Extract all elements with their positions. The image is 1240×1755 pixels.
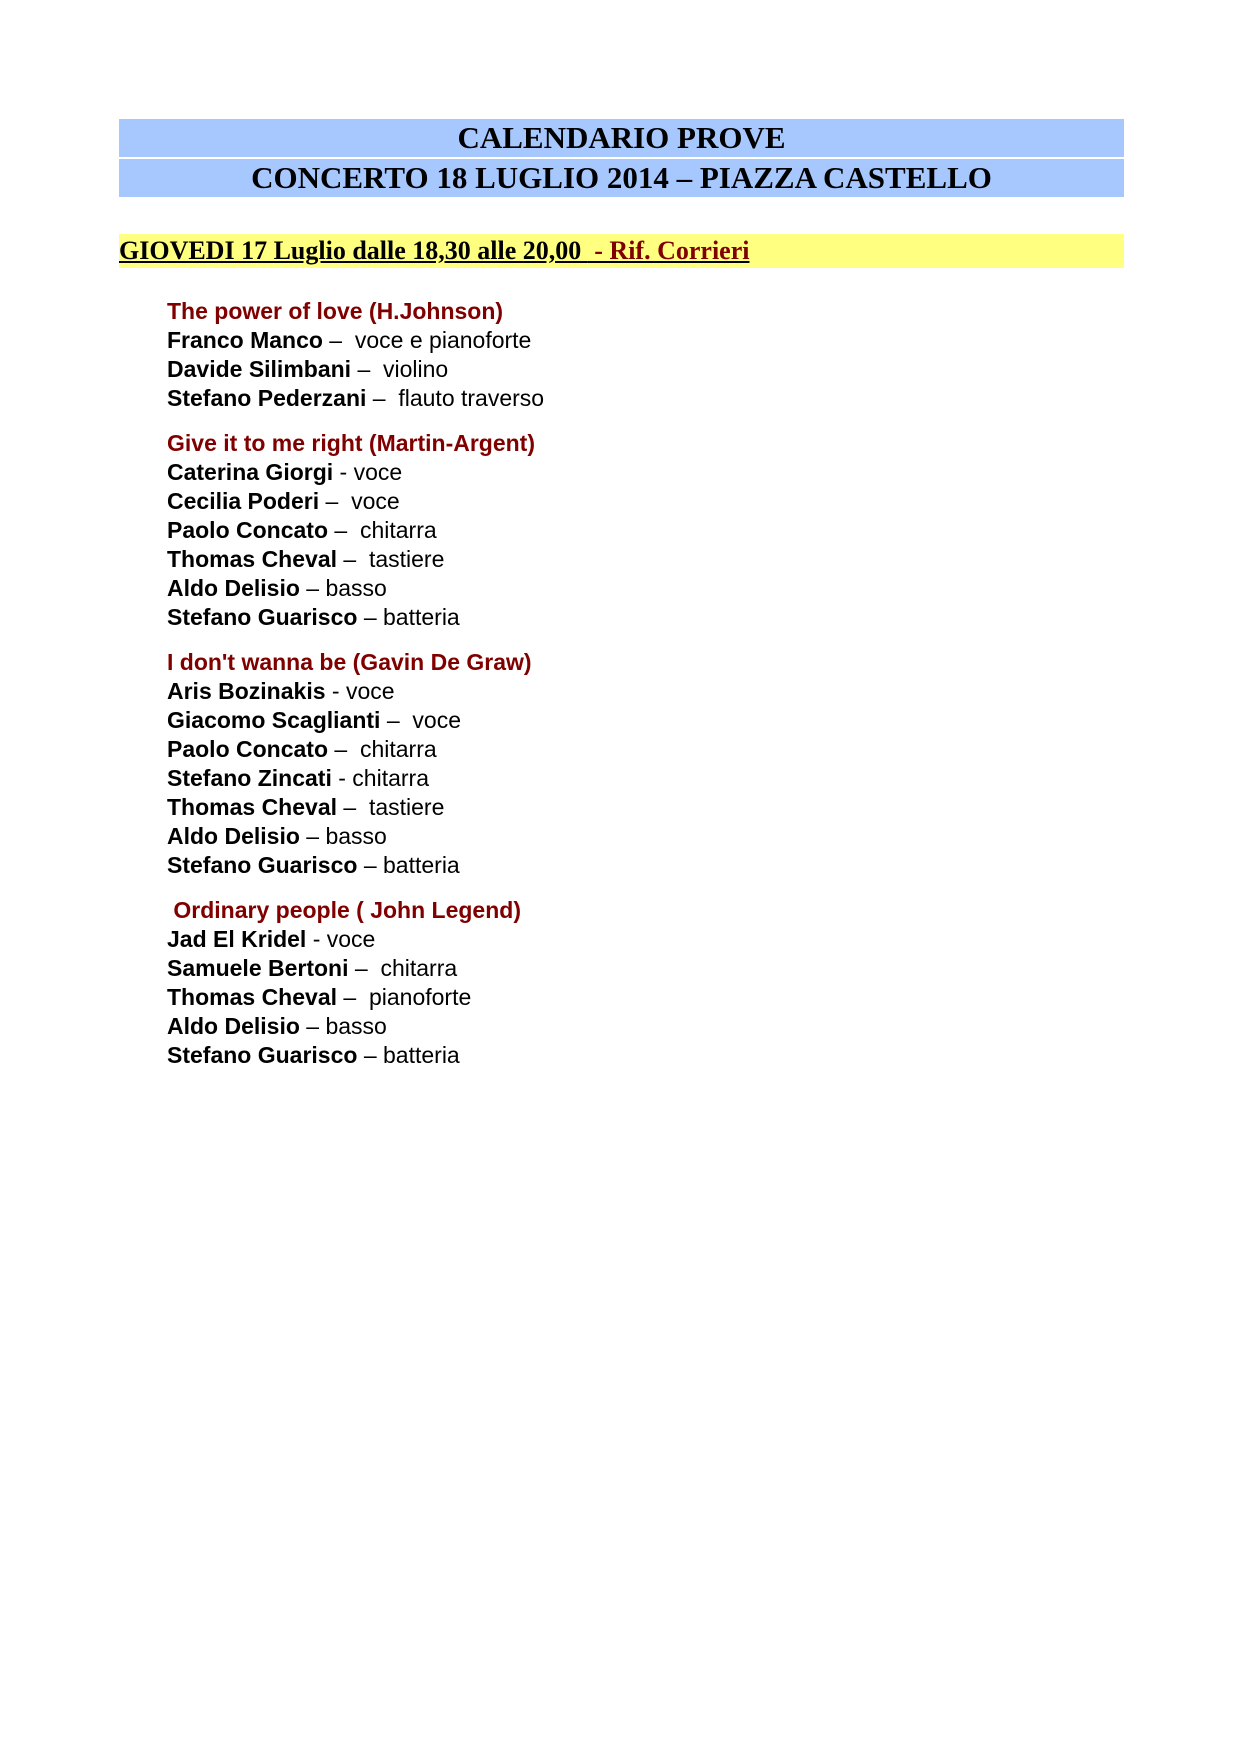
performer-row (167, 983, 1067, 1012)
performer-row (167, 516, 1067, 545)
rehearsal-reference: - Rif. Corrieri (587, 236, 750, 265)
performer-role: - chitarra (331, 765, 429, 791)
performer-role: - voce (325, 678, 395, 704)
performer-role: – violino (351, 356, 449, 382)
performer-name: Davide Silimbani (167, 356, 352, 382)
song-list (167, 297, 1067, 1086)
performer-row (167, 851, 1067, 880)
performer-name: Thomas Cheval (167, 546, 337, 572)
performer-row (167, 706, 1067, 735)
song-block (167, 896, 1067, 1070)
performer-name: Paolo Concato (167, 517, 329, 543)
performer-name: Aldo Delisio (167, 575, 300, 601)
performer-row (167, 822, 1067, 851)
performer-role: – basso (299, 823, 387, 849)
performer-name: Aldo Delisio (167, 1013, 300, 1039)
performer-row (167, 1012, 1067, 1041)
performer-name: Stefano Zincati (167, 765, 332, 791)
performer-name: Franco Manco (167, 327, 323, 353)
song-title: Give it to me right (Martin-Argent) (167, 430, 535, 456)
performer-name: Stefano Guarisco (167, 604, 358, 630)
performer-name: Thomas Cheval (167, 984, 337, 1010)
document-header (119, 119, 1124, 197)
performer-row (167, 1041, 1067, 1070)
performer-role: – tastiere (337, 546, 445, 572)
performer-role: – batteria (357, 604, 460, 630)
song-title: The power of love (H.Johnson) (167, 298, 504, 324)
performer-name: Stefano Guarisco (167, 852, 358, 878)
performer-role: – batteria (357, 1042, 460, 1068)
performer-name: Giacomo Scaglianti (167, 707, 381, 733)
performer-name: Thomas Cheval (167, 794, 337, 820)
song-title: I don't wanna be (Gavin De Graw) (167, 649, 532, 675)
performer-role: – chitarra (348, 955, 458, 981)
song-block (167, 297, 1067, 413)
performer-row (167, 925, 1067, 954)
performer-role: – pianoforte (337, 984, 472, 1010)
performer-row (167, 735, 1067, 764)
performer-role: – tastiere (337, 794, 445, 820)
rehearsal-date (119, 234, 1124, 268)
performer-role: – chitarra (328, 517, 437, 543)
performer-role: – chitarra (328, 736, 437, 762)
performer-row (167, 545, 1067, 574)
performer-role: – voce (380, 707, 461, 733)
performer-name: Aris Bozinakis (167, 678, 326, 704)
performer-name: Stefano Pederzani (167, 385, 367, 411)
performer-role: – voce e pianoforte (322, 327, 532, 353)
performer-name: Cecilia Poderi (167, 488, 320, 514)
performer-role: – batteria (357, 852, 460, 878)
performer-row (167, 384, 1067, 413)
performer-name: Paolo Concato (167, 736, 329, 762)
performer-row (167, 355, 1067, 384)
performer-name: Samuele Bertoni (167, 955, 349, 981)
performer-row (167, 603, 1067, 632)
performer-row (167, 954, 1067, 983)
performer-name: Stefano Guarisco (167, 1042, 358, 1068)
performer-name: Aldo Delisio (167, 823, 300, 849)
song-block (167, 429, 1067, 632)
performer-name: Caterina Giorgi (167, 459, 334, 485)
performer-row (167, 677, 1067, 706)
performer-row (167, 574, 1067, 603)
performer-name: Jad El Kridel (167, 926, 307, 952)
performer-role: - voce (306, 926, 376, 952)
performer-row (167, 764, 1067, 793)
rehearsal-date-text: GIOVEDI 17 Luglio dalle 18,30 alle 20,00 (119, 236, 588, 265)
performer-row (167, 458, 1067, 487)
performer-role: - voce (333, 459, 403, 485)
performer-role: – basso (299, 1013, 387, 1039)
song-title: Ordinary people ( John Legend) (167, 897, 521, 923)
performer-role: – basso (299, 575, 387, 601)
performer-role: – flauto traverso (366, 385, 545, 411)
performer-row (167, 793, 1067, 822)
performer-role: – voce (319, 488, 400, 514)
performer-row (167, 487, 1067, 516)
performer-row (167, 326, 1067, 355)
header-title: CALENDARIO PROVE (119, 119, 1124, 157)
song-block (167, 648, 1067, 880)
header-subtitle: CONCERTO 18 LUGLIO 2014 – PIAZZA CASTELLO (119, 159, 1124, 197)
